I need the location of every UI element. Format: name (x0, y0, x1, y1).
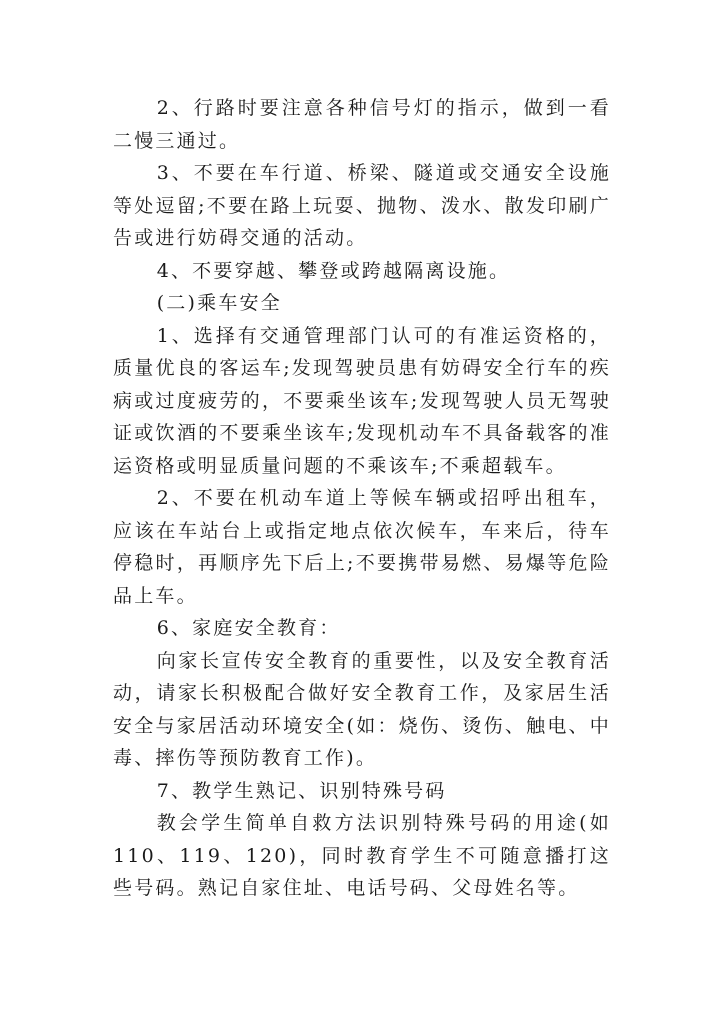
paragraph-choose-vehicle: 1、选择有交通管理部门认可的有准运资格的，质量优良的客运车;发现驾驶员患有妨碍安全行车的疾病或过度疲劳的，不要乘坐该车;发现驾驶人员无驾驶证或饮酒的不要乘坐该车;发现机动车不具备载客的准运资格或明显质量问题的不乘该车;不乘超载车。 (113, 324, 611, 477)
paragraph-no-loitering: 3、不要在车行道、桥梁、隧道或交通安全设施等处逗留;不要在路上玩耍、抛物、泼水、散发印刷广告或进行妨碍交通的活动。 (113, 162, 611, 249)
section-heading-family-safety: 6、家庭安全教育： (156, 617, 341, 639)
paragraph-family-safety-education: 向家长宣传安全教育的重要性，以及安全教育活动，请家长积极配合做好安全教育工作，及家居生活安全与家居活动环境安全(如：烧伤、烫伤、触电、中毒、摔伤等预防教育工作)。 (113, 649, 611, 769)
document-body (113, 92, 611, 905)
paragraph-waiting-for-vehicle: 2、不要在机动车道上等候车辆或招呼出租车，应该在车站台上或指定地点依次候车，车来后，待车停稳时，再顺序先下后上;不要携带易燃、易爆等危险品上车。 (113, 487, 611, 607)
paragraph-special-numbers: 教会学生简单自救方法识别特殊号码的用途(如110、119、120)，同时教育学生不可随意播打这些号码。熟记自家住址、电话号码、父母姓名等。 (113, 812, 611, 899)
section-heading-special-numbers: 7、教学生熟记、识别特殊号码 (156, 779, 447, 802)
paragraph-pedestrian-signals: 2、行路时要注意各种信号灯的指示，做到一看二慢三通过。 (113, 97, 611, 152)
section-heading-riding-safety: (二)乘车安全 (156, 292, 282, 314)
paragraph-no-climbing-barriers: 4、不要穿越、攀登或跨越隔离设施。 (156, 259, 511, 282)
